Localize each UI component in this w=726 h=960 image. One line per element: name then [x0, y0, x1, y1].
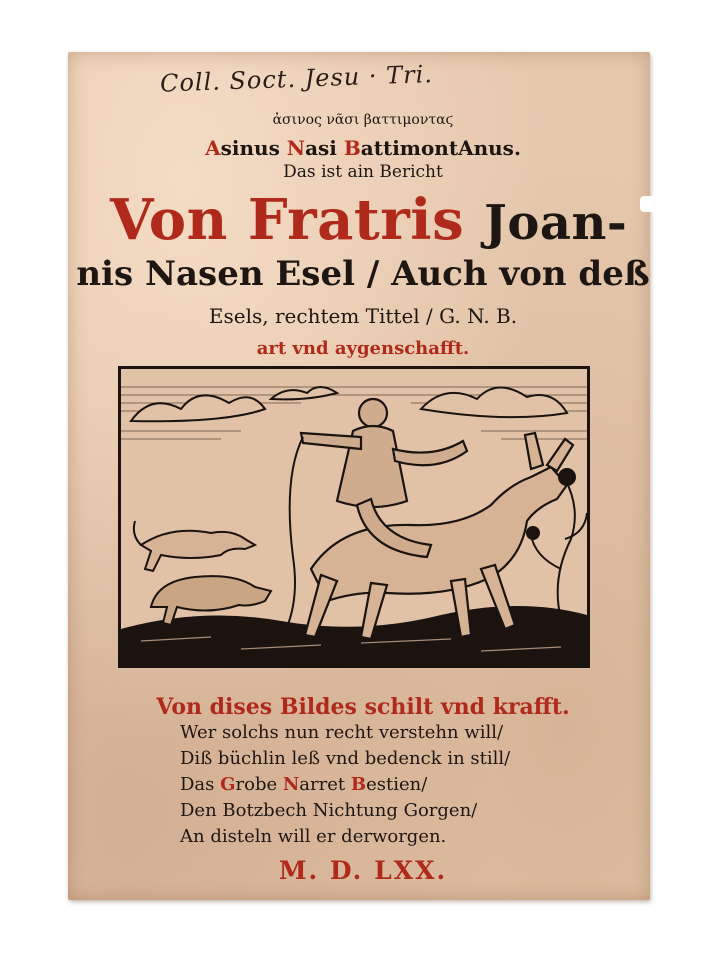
woodcut-illustration — [118, 366, 590, 668]
verse-line-3-part-c: arret — [299, 774, 351, 795]
title-line-2: nis Nasen Esel / Auch von deß — [76, 254, 650, 294]
imprint-date: M. D. LXX. — [278, 856, 448, 885]
verse-initial-b: B — [350, 774, 367, 795]
rider-on-donkey-icon — [121, 369, 587, 665]
verse-initial-n: N — [282, 774, 300, 795]
latin-initial-b: B — [343, 136, 361, 160]
verse-line-4: Den Botzbech Nichtung Gorgen/ — [180, 800, 478, 821]
greek-title-line: ἀσινος νᾶσι βαττιμονταϛ — [272, 112, 454, 128]
latin-word-sinus: sinus — [220, 136, 287, 160]
latin-title-line — [0, 136, 726, 160]
verse-line-3 — [180, 774, 427, 795]
main-title-red: Von Fratris — [110, 187, 485, 253]
title-line-3: Esels, rechtem Tittel / G. N. B. — [208, 304, 518, 328]
latin-word-asi: asi — [305, 136, 344, 160]
verse-line-5: An disteln will er derworgen. — [180, 826, 447, 847]
verse-line-2: Diß büchlin leß vnd bedenck in still/ — [180, 748, 511, 769]
latin-initial-a: A — [205, 136, 221, 160]
verse-line-3-part-b: robe — [235, 774, 283, 795]
latin-initial-n: N — [286, 136, 306, 160]
main-title — [110, 188, 630, 255]
title-line-4: art vnd aygenschafft. — [256, 338, 470, 359]
verse-line-3-part-a: Das — [180, 774, 221, 795]
verse-line-3-part-d: estien/ — [366, 774, 428, 795]
latin-word-attimontanus: attimontAnus. — [360, 136, 521, 160]
verse-initial-g: G — [220, 774, 236, 795]
handwritten-provenance-note: Coll. Soct. Jesu · Tri. — [159, 60, 434, 98]
subtitle: Das ist ain Bericht — [283, 162, 443, 182]
leaf-tear — [640, 196, 654, 212]
verse-line-1: Wer solchs nun recht verstehn will/ — [180, 722, 504, 743]
verse-heading: Von dises Bildes schilt vnd krafft. — [156, 694, 570, 720]
main-title-black: Joan- — [484, 195, 628, 251]
